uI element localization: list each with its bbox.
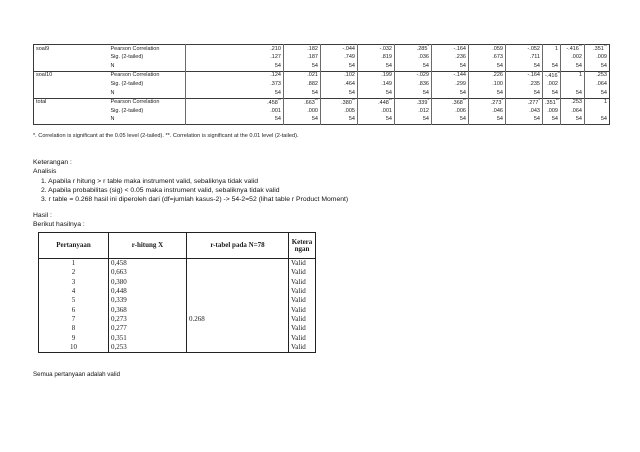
correlation-cell: .124 — [186, 71, 284, 80]
r-tabel-value — [187, 296, 289, 305]
correlation-cell: 54 — [585, 62, 610, 71]
table-row — [39, 343, 316, 353]
r-tabel-value — [187, 278, 289, 287]
correlation-cell: .749 — [321, 54, 358, 63]
correlation-cell: -.029 — [395, 71, 432, 80]
keterangan-title: Keterangan : — [33, 159, 72, 166]
correlation-cell: -.416** — [543, 71, 561, 80]
correlation-cell: .339* — [395, 98, 432, 107]
correlation-cell: .021 — [284, 71, 321, 80]
correlation-cell: 54 — [186, 116, 284, 125]
table-row — [39, 305, 316, 314]
results-table — [38, 232, 316, 353]
correlation-cell: 54 — [284, 62, 321, 71]
correlation-cell: 54 — [395, 89, 432, 98]
statistic-label: Pearson Correlation — [110, 99, 160, 106]
table-row — [39, 296, 316, 305]
r-hitung-value: 0,368 — [109, 305, 187, 314]
correlation-cell: .368** — [432, 98, 469, 107]
row-label — [34, 89, 109, 98]
column-header: Keterangan — [289, 233, 316, 259]
correlation-cell: .002 — [561, 54, 585, 63]
question-number: 2 — [39, 268, 109, 277]
table-footnote: *. Correlation is significant at the 0.05 level (2-tailed). **. Correlation is significant at the 0.01 level (2-tailed). — [33, 133, 299, 139]
correlation-cell: .012 — [395, 107, 432, 116]
correlation-cell: .002 — [543, 80, 561, 89]
r-hitung-value: 0,663 — [109, 268, 187, 277]
correlation-cell: .253 — [561, 98, 585, 107]
correlation-cell: 54 — [395, 116, 432, 125]
correlation-cell: 54 — [186, 62, 284, 71]
r-hitung-value: 0,380 — [109, 278, 187, 287]
correlation-cell: 54 — [469, 89, 506, 98]
correlation-cell — [561, 80, 585, 89]
correlation-cell: 54 — [506, 89, 543, 98]
table-row — [39, 259, 316, 269]
validity-status: Valid — [289, 278, 316, 287]
correlation-cell: .001 — [358, 107, 395, 116]
table-row — [39, 333, 316, 342]
hasil-section — [33, 211, 85, 230]
correlation-cell: 54 — [395, 62, 432, 71]
question-number: 9 — [39, 333, 109, 342]
correlation-cell: .448** — [358, 98, 395, 107]
validity-status: Valid — [289, 287, 316, 296]
correlation-cell: .149 — [358, 80, 395, 89]
r-hitung-value: 0,253 — [109, 343, 187, 353]
statistic-label: N — [110, 116, 115, 123]
validity-status: Valid — [289, 324, 316, 333]
correlation-cell: -.164 — [506, 71, 543, 80]
correlation-cell: .673 — [469, 54, 506, 63]
correlation-cell: .001 — [186, 107, 284, 116]
r-hitung-value: 0,273 — [109, 315, 187, 324]
correlation-cell: -.144 — [432, 71, 469, 80]
correlation-cell: .836 — [395, 80, 432, 89]
r-hitung-value: 0,351 — [109, 333, 187, 342]
row-label — [34, 62, 109, 71]
validity-status: Valid — [289, 296, 316, 305]
correlation-cell: 54 — [543, 62, 561, 71]
statistic-label: Pearson Correlation — [110, 72, 160, 79]
table-row — [39, 268, 316, 277]
validity-status: Valid — [289, 333, 316, 342]
statistic-label: Sig. (2-tailed) — [110, 80, 144, 87]
correlation-cell: 54 — [585, 89, 610, 98]
correlation-cell: .006 — [432, 107, 469, 116]
question-number: 3 — [39, 278, 109, 287]
correlation-cell: .226 — [469, 71, 506, 80]
correlation-cell: .009 — [585, 54, 610, 63]
correlation-cell: .273* — [469, 98, 506, 107]
correlation-cell: 54 — [358, 116, 395, 125]
correlations-table — [33, 44, 610, 125]
column-header: r-hitung X — [109, 233, 187, 259]
question-number: 1 — [39, 259, 109, 269]
correlation-cell: .351** — [543, 98, 561, 107]
r-tabel-value — [187, 268, 289, 277]
correlation-cell: 54 — [561, 89, 585, 98]
correlation-cell: .819 — [358, 54, 395, 63]
r-tabel-value — [187, 324, 289, 333]
conclusion-note: Semua pertanyaan adalah valid — [33, 371, 121, 378]
correlation-cell: .458** — [186, 98, 284, 107]
results-table-container — [38, 232, 316, 353]
statistic-label: Sig. (2-tailed) — [110, 54, 144, 61]
r-hitung-value: 0,339 — [109, 296, 187, 305]
correlation-cell: 54 — [358, 62, 395, 71]
correlations-table-container — [33, 44, 610, 125]
table-row — [39, 315, 316, 324]
correlation-cell: .187 — [284, 54, 321, 63]
correlation-cell: 54 — [543, 116, 561, 125]
keterangan-item: 3. r table = 0.268 hasil ini diperoleh dari (df=jumlah kasus-2) -> 54-2=52 (lihat table r Product Moment) — [41, 196, 349, 204]
keterangan-items — [41, 177, 348, 205]
correlation-cell: 1 — [561, 71, 585, 80]
correlation-cell: .009 — [543, 107, 561, 116]
correlation-row-group — [34, 45, 610, 72]
correlation-cell: .663** — [284, 98, 321, 107]
correlation-cell: .253 — [585, 71, 610, 80]
correlation-row-group — [34, 98, 610, 125]
table-row — [39, 287, 316, 296]
column-header: Pertanyaan — [39, 233, 109, 259]
r-tabel-value: 0.268 — [187, 315, 289, 324]
table-row — [34, 54, 610, 63]
correlation-cell: 54 — [321, 89, 358, 98]
table-row — [34, 98, 610, 107]
row-label: total — [36, 99, 47, 106]
statistic-label: Sig. (2-tailed) — [110, 107, 144, 114]
correlation-cell: 1 — [543, 45, 561, 54]
table-row — [34, 89, 610, 98]
correlation-cell: -.164 — [432, 45, 469, 54]
correlation-cell: 54 — [284, 116, 321, 125]
keterangan-section — [33, 158, 348, 204]
correlation-cell: .285* — [395, 45, 432, 54]
correlation-cell: .277* — [506, 98, 543, 107]
correlation-cell: .064 — [561, 107, 585, 116]
correlation-cell: 54 — [432, 62, 469, 71]
question-number: 5 — [39, 296, 109, 305]
statistic-label: Pearson Correlation — [110, 45, 160, 52]
correlation-cell: .235 — [506, 80, 543, 89]
correlation-cell: 54 — [186, 89, 284, 98]
question-number: 8 — [39, 324, 109, 333]
r-hitung-value: 0,448 — [109, 287, 187, 296]
correlation-cell: .236 — [432, 54, 469, 63]
r-tabel-value — [187, 259, 289, 269]
correlation-cell: -.416** — [561, 45, 585, 54]
correlation-cell: .210 — [186, 45, 284, 54]
correlation-cell: 54 — [284, 89, 321, 98]
results-table-body — [39, 259, 316, 353]
table-row — [34, 116, 610, 125]
correlation-cell: .043 — [506, 107, 543, 116]
correlation-cell: .102 — [321, 71, 358, 80]
question-number: 4 — [39, 287, 109, 296]
correlation-cell: .882 — [284, 80, 321, 89]
table-row — [39, 324, 316, 333]
correlation-cell: .036 — [395, 54, 432, 63]
validity-status: Valid — [289, 315, 316, 324]
correlation-cell: 54 — [506, 116, 543, 125]
row-label: soal9 — [36, 45, 50, 52]
correlation-cell: 54 — [506, 62, 543, 71]
correlation-cell — [585, 107, 610, 116]
keterangan-item: 1. Apabila r hitung > r table maka instrument valid, sebaliknya tidak valid — [41, 177, 259, 185]
correlation-cell: 54 — [469, 116, 506, 125]
validity-status: Valid — [289, 343, 316, 353]
r-tabel-value — [187, 287, 289, 296]
table-row — [34, 45, 610, 54]
r-hitung-value: 0,277 — [109, 324, 187, 333]
correlation-cell: 54 — [585, 116, 610, 125]
correlation-cell: .059 — [469, 45, 506, 54]
correlation-cell: .464 — [321, 80, 358, 89]
question-number: 10 — [39, 343, 109, 353]
row-label — [34, 80, 109, 89]
correlation-row-group — [34, 71, 610, 98]
keterangan-subtitle: Analisis — [33, 168, 57, 176]
correlation-cell: -.044 — [321, 45, 358, 54]
question-number: 6 — [39, 305, 109, 314]
correlation-cell: 54 — [561, 116, 585, 125]
correlation-cell: 54 — [432, 116, 469, 125]
r-tabel-value — [187, 333, 289, 342]
table-row — [34, 107, 610, 116]
correlation-cell: 54 — [543, 89, 561, 98]
row-label: soal10 — [36, 72, 53, 79]
correlation-cell: 54 — [321, 116, 358, 125]
correlation-cell: .064 — [585, 80, 610, 89]
results-table-header — [39, 233, 316, 259]
statistic-label: N — [110, 89, 115, 96]
table-row — [39, 233, 316, 259]
correlation-cell: .380** — [321, 98, 358, 107]
correlation-cell: .000 — [284, 107, 321, 116]
correlation-cell: 54 — [561, 62, 585, 71]
validity-status: Valid — [289, 259, 316, 269]
correlation-cell: 54 — [432, 89, 469, 98]
correlation-cell: 1 — [585, 98, 610, 107]
correlation-cell: 54 — [469, 62, 506, 71]
correlation-cell: .127 — [186, 54, 284, 63]
r-hitung-value: 0,458 — [109, 259, 187, 269]
correlation-cell — [543, 54, 561, 63]
correlation-cell: .005 — [321, 107, 358, 116]
question-number: 7 — [39, 315, 109, 324]
keterangan-item: 2. Apabila probabilitas (sig) < 0.05 maka instrument valid, sebaliknya tidak valid — [41, 186, 280, 194]
hasil-title: Hasil : — [33, 212, 52, 219]
correlation-cell: .182 — [284, 45, 321, 54]
r-tabel-value — [187, 305, 289, 314]
table-row — [34, 71, 610, 80]
hasil-subtitle: Berikut hasilnya : — [33, 221, 85, 229]
table-row — [34, 80, 610, 89]
correlation-cell: 54 — [321, 62, 358, 71]
validity-status: Valid — [289, 268, 316, 277]
correlation-cell: 54 — [358, 89, 395, 98]
correlation-cell: .299 — [432, 80, 469, 89]
validity-status: Valid — [289, 305, 316, 314]
table-row — [39, 278, 316, 287]
correlation-cell: .711 — [506, 54, 543, 63]
correlation-cell: -.032 — [358, 45, 395, 54]
correlation-cell: -.052 — [506, 45, 543, 54]
correlation-cell: .373 — [186, 80, 284, 89]
r-tabel-value — [187, 343, 289, 353]
column-header: r-tabel pada N=78 — [187, 233, 289, 259]
correlation-cell: .046 — [469, 107, 506, 116]
correlation-cell: .199 — [358, 71, 395, 80]
statistic-label: N — [110, 62, 115, 69]
row-label — [34, 116, 109, 125]
row-label — [34, 107, 109, 116]
row-label — [34, 54, 109, 63]
table-row — [34, 62, 610, 71]
correlation-cell: .351** — [585, 45, 610, 54]
correlation-cell: .100 — [469, 80, 506, 89]
